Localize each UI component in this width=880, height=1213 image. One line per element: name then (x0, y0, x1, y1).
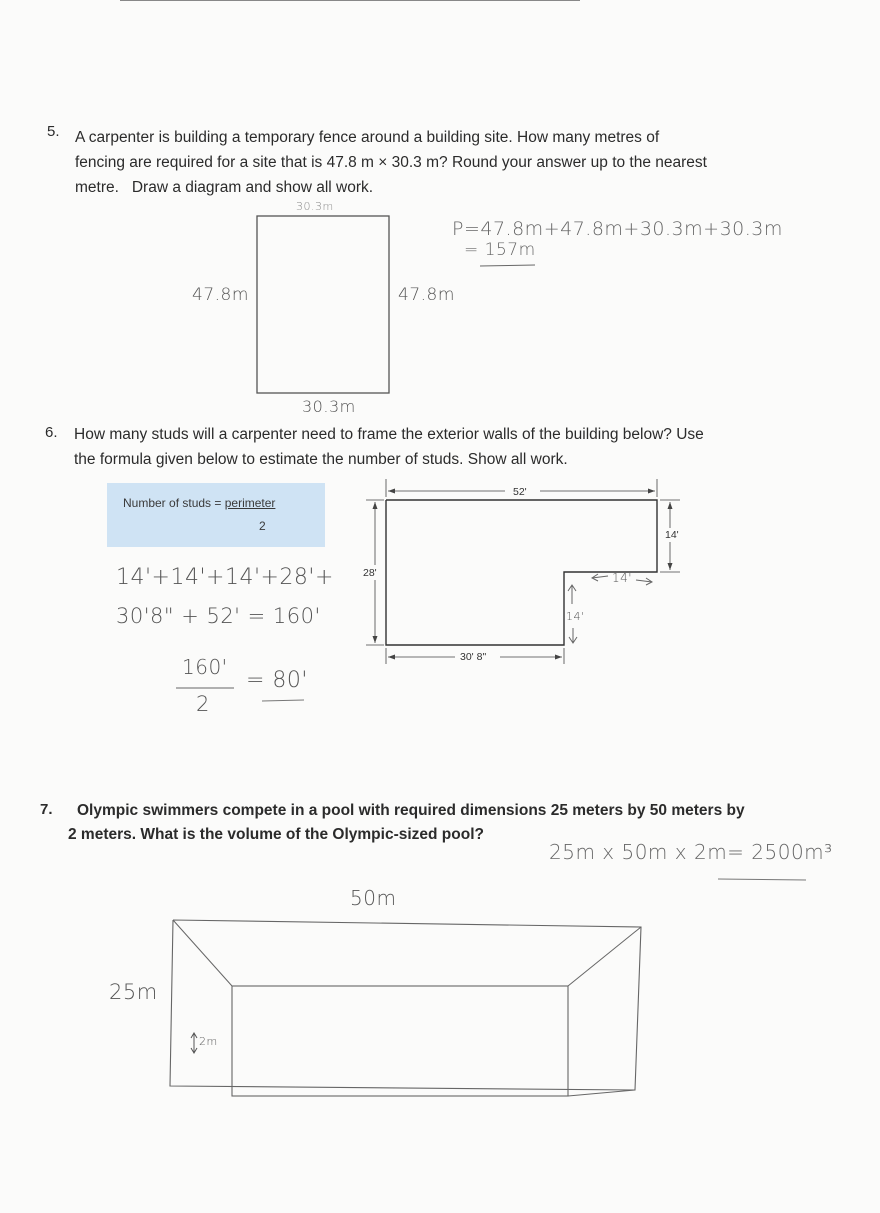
q7-depth-label: 2m (199, 1035, 218, 1048)
q5-work-line-1: P=47.8m+47.8m+30.3m+30.3m (452, 218, 783, 240)
question-7-line-1: Olympic swimmers compete in a pool with required dimensions 25 meters by 50 meters by (77, 802, 745, 819)
q5-left-label: 47.8m (192, 285, 249, 305)
formula-denominator: 2 (259, 519, 266, 533)
q6-work-line-2: 30'8" + 52' = 160' (116, 604, 321, 628)
q5-work-line-2: = 157m (464, 240, 536, 260)
question-5-number: 5. (47, 123, 60, 140)
q7-work: 25m x 50m x 2m= 2500m³ (549, 840, 833, 864)
q5-right-label: 47.8m (398, 285, 455, 305)
q6-work-line-1: 14'+14'+14'+28'+ (116, 565, 334, 590)
q6-right-dimension: 14' (665, 529, 679, 541)
q7-width-label: 25m (109, 980, 158, 1004)
question-6-line-2: the formula given below to estimate the number of studs. Show all work. (74, 451, 568, 468)
question-5-line-1: A carpenter is building a temporary fence around a building site. How many metres of (75, 129, 660, 146)
q6-fraction-denominator: 2 (196, 692, 210, 716)
q6-bottom-dimension: 30' 8" (460, 651, 487, 663)
pool-outer-rim (170, 920, 641, 1090)
question-7-number: 7. (40, 801, 53, 818)
pool-wall-right (568, 927, 641, 986)
q6-left-dimension: 28' (363, 567, 377, 579)
question-5-line-2: fencing are required for a site that is 47.8 m × 30.3 m? Round your answer up to the nearest (75, 154, 707, 171)
q7-length-label: 50m (350, 886, 397, 910)
q6-top-dimension: 52' (513, 486, 527, 498)
q6-fraction-result: = 80' (246, 668, 308, 693)
formula-lhs: Number of studs = (123, 496, 225, 510)
q6-inner-vertical-label: 14' (566, 610, 585, 623)
q5-top-label: 30.3m (296, 200, 334, 213)
q5-bottom-label: 30.3m (302, 397, 356, 416)
question-7-line-2: 2 meters. What is the volume of the Olympic-sized pool? (68, 826, 484, 843)
pool-wall-left (173, 920, 232, 986)
q6-inner-horizontal-label: 14' (612, 571, 633, 585)
pool-floor (232, 986, 568, 1096)
question-6-number: 6. (45, 424, 58, 441)
q6-fraction-numerator: 160' (182, 655, 228, 679)
question-6-line-1: How many studs will a carpenter need to frame the exterior walls of the building below? Use (74, 426, 704, 443)
formula-numerator: perimeter (224, 496, 276, 510)
q7-work-underline (718, 879, 806, 880)
question-5-line-3: metre. Draw a diagram and show all work. (75, 179, 374, 196)
